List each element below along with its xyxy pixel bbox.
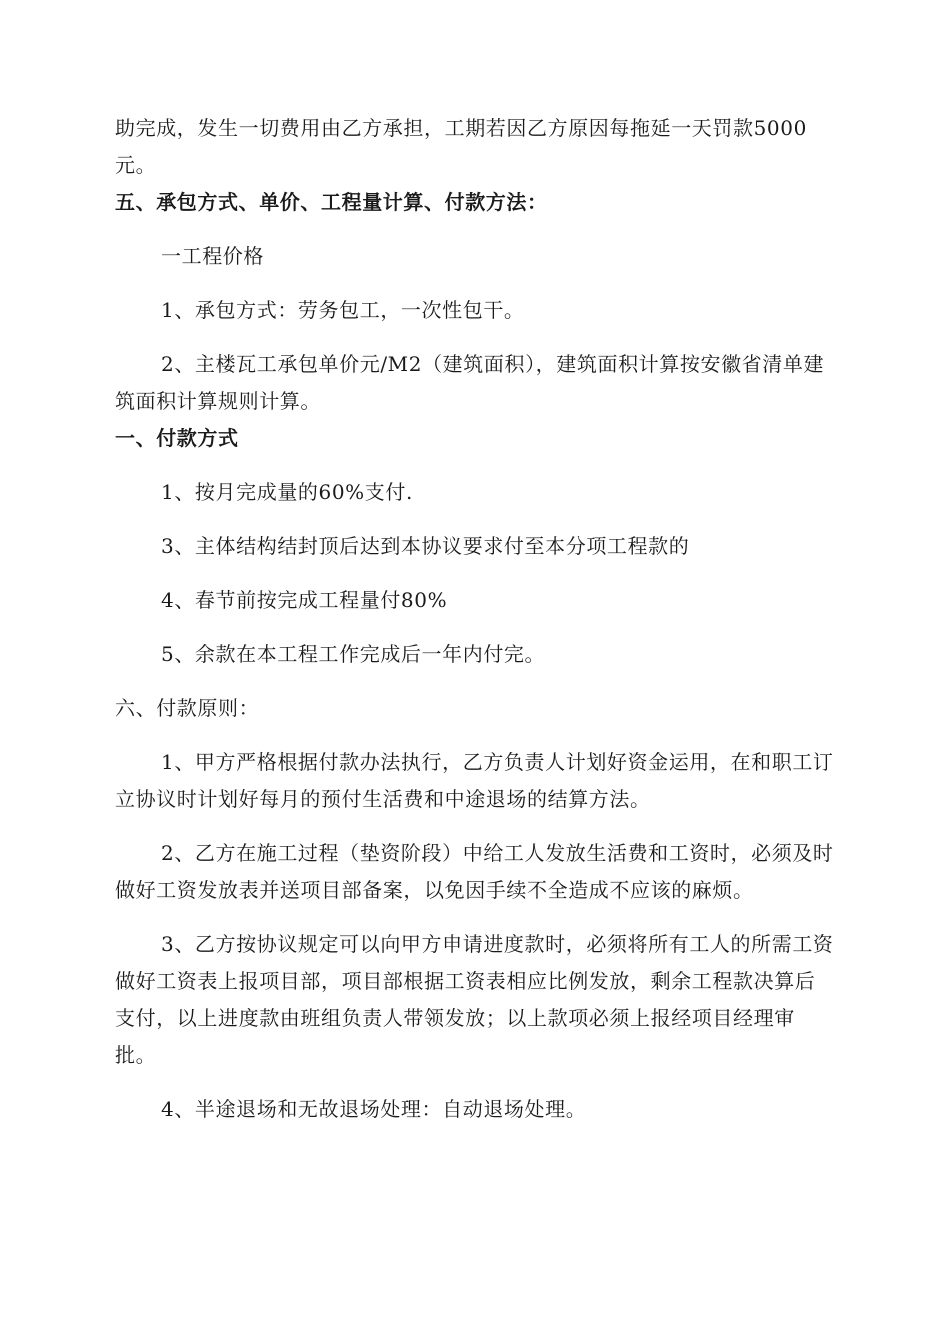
paragraph-principle-1: 1、甲方严格根据付款办法执行，乙方负责人计划好资金运用，在和职工订立协议时计划好每月的预付生活费和中途退场的结算方法。: [115, 750, 834, 811]
paragraph-project-price: 一工程价格: [161, 244, 264, 268]
paragraph-delay-penalty: 助完成，发生一切费用由乙方承担，工期若因乙方原因每拖延一天罚款5000元。: [115, 116, 807, 177]
paragraph-topping-payment: 3、主体结构结封顶后达到本协议要求付至本分项工程款的: [161, 534, 690, 558]
paragraph-balance-payment: 5、余款在本工程工作完成后一年内付完。: [161, 642, 546, 666]
paragraph-principle-4: 4、半途退场和无故退场处理：自动退场处理。: [161, 1097, 587, 1121]
heading-contract-method: 五、承包方式、单价、工程量计算、付款方法：: [115, 190, 548, 214]
heading-payment-method: 一、付款方式: [115, 426, 239, 450]
paragraph-principle-2: 2、乙方在施工过程（垫资阶段）中给工人发放生活费和工资时，必须及时做好工资发放表并送项目部备案，以免因手续不全造成不应该的麻烦。: [115, 841, 834, 902]
document-body: [115, 110, 835, 1128]
paragraph-spring-festival-payment: 4、春节前按完成工程量付80%: [161, 588, 448, 612]
heading-payment-principles: 六、付款原则：: [115, 696, 260, 720]
paragraph-monthly-payment: 1、按月完成量的60%支付.: [161, 480, 413, 504]
paragraph-principle-3: 3、乙方按协议规定可以向甲方申请进度款时，必须将所有工人的所需工资做好工资表上报项目部，项目部根据工资表相应比例发放，剩余工程款决算后支付，以上进度款由班组负责人带领发放；以上款项必须上报经项目经理审批。: [115, 932, 834, 1067]
paragraph-contract-mode: 1、承包方式：劳务包工，一次性包干。: [161, 298, 525, 322]
paragraph-unit-price: 2、主楼瓦工承包单价元/M2（建筑面积），建筑面积计算按安徽省清单建筑面积计算规则计算。: [115, 352, 825, 413]
